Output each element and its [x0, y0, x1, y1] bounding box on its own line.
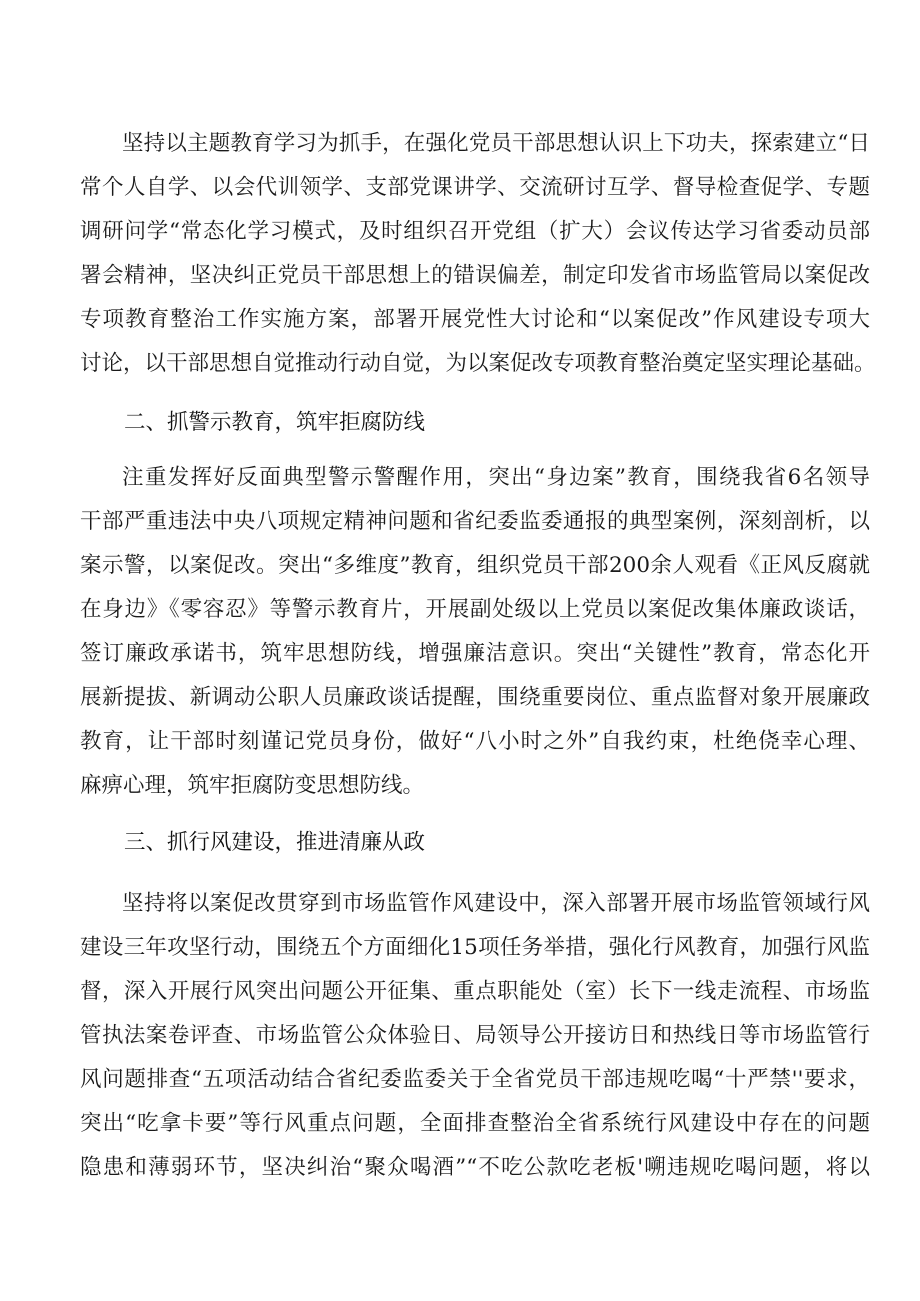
paragraph-line: 专项教育整治工作实施方案，部署开展党性大讨论和“以案促改”作风建设专项大: [80, 307, 870, 332]
paragraph-line: 麻痹心理，筑牢拒腐防变思想防线。: [80, 773, 425, 798]
paragraph-line: 注重发挥好反面典型警示警醒作用，突出“身边案”教育，围绕我省6名领导: [122, 465, 870, 490]
paragraph-line: 署会精神，坚决纠正党员干部思想上的错误偏差，制定印发省市场监管局以案促改: [80, 263, 870, 288]
paragraph-line: 突出“吃拿卡要”等行风重点问题，全面排查整治全省系统行风建设中存在的问题: [80, 1111, 870, 1136]
paragraph-line: 管执法案卷评查、市场监管公众体验日、局领导公开接访日和热线日等市场监管行: [80, 1023, 870, 1048]
paragraph-line: 常个人自学、以会代训领学、支部党课讲学、交流研讨互学、督导检查促学、专题: [80, 175, 870, 200]
paragraph-line: 调研问学“常态化学习模式，及时组织召开党组（扩大）会议传达学习省委动员部: [80, 219, 870, 244]
paragraph-line: 风问题排查“五项活动结合省纪委监委关于全省党员干部违规吃喝“十严禁''要求，: [80, 1067, 870, 1092]
paragraph-line: 案示警，以案促改。突出“多维度”教育，组织党员干部200余人观看《正风反腐就: [80, 553, 870, 578]
section-heading-3: 三、抓行风建设，推进清廉从政: [124, 830, 426, 855]
paragraph-line: 展新提拔、新调动公职人员廉政谈话提醒，围绕重要岗位、重点监督对象开展廉政: [80, 685, 870, 710]
paragraph-line: 坚持以主题教育学习为抓手，在强化党员干部思想认识上下功夫，探索建立“日: [122, 131, 870, 156]
paragraph-line: 建设三年攻坚行动，围绕五个方面细化15项任务举措，强化行风教育，加强行风监: [80, 935, 870, 960]
paragraph-line: 干部严重违法中央八项规定精神问题和省纪委监委通报的典型案例，深刻剖析，以: [80, 509, 870, 534]
paragraph-line: 在身边》《零容忍》等警示教育片，开展副处级以上党员以案促改集体廉政谈话，: [80, 597, 870, 622]
paragraph-line: 坚持将以案促改贯穿到市场监管作风建设中，深入部署开展市场监管领域行风: [122, 891, 870, 916]
paragraph-line: 隐患和薄弱环节，坚决纠治“聚众喝酒”“不吃公款吃老板'嗍违规吃喝问题，将以: [80, 1155, 870, 1180]
paragraph-line: 讨论，以干部思想自觉推动行动自觉，为以案促改专项教育整治奠定坚实理论基础。: [80, 351, 876, 376]
paragraph-line: 督，深入开展行风突出问题公开征集、重点职能处（室）长下一线走流程、市场监: [80, 979, 870, 1004]
paragraph-line: 教育，让干部时刻谨记党员身份，做好“八小时之外”自我约束，杜绝侥幸心理、: [80, 729, 870, 754]
paragraph-line: 签订廉政承诺书，筑牢思想防线，增强廉洁意识。突出“关键性”教育，常态化开: [80, 641, 870, 666]
section-heading-2: 二、抓警示教育，筑牢拒腐防线: [124, 410, 426, 435]
